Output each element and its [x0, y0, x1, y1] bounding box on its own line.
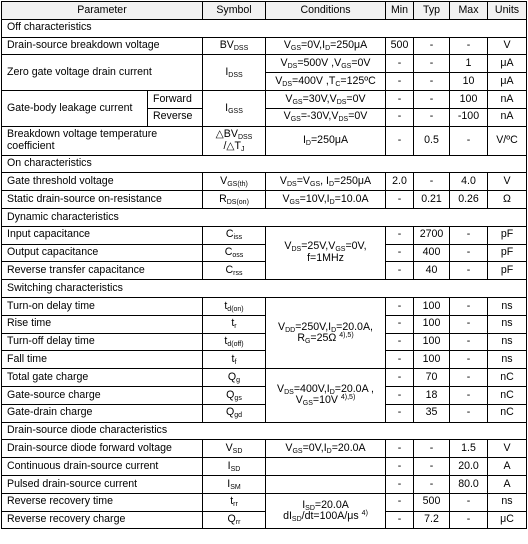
symbol-cell: $C_{iss}$ [203, 226, 266, 244]
param-cell: Input capacitance [2, 226, 203, 244]
table-row [2, 297, 527, 315]
table-row [2, 262, 527, 280]
typ-cell: - [414, 475, 450, 493]
table-row [2, 493, 527, 511]
symbol-cell: $I_{GSS}$ [203, 90, 266, 126]
symbol-cell: $t_r$ [203, 315, 266, 333]
unit-cell: ns [488, 315, 527, 333]
unit-cell: pF [488, 226, 527, 244]
table-row [2, 244, 527, 262]
max-cell: - [450, 226, 488, 244]
unit-cell: μA [488, 73, 527, 91]
min-cell: - [386, 90, 414, 108]
param-cell: Total gate charge [2, 369, 203, 387]
typ-cell: 2700 [414, 226, 450, 244]
symbol-cell: $I_{DSS}$ [203, 55, 266, 91]
condition-cell: $I_D=250\mu A$ [266, 126, 386, 155]
subparam-cell: Forward [148, 90, 203, 108]
param-cell: Reverse transfer capacitance [2, 262, 203, 280]
unit-cell: μA [488, 55, 527, 73]
typ-cell: - [414, 55, 450, 73]
subparam-cell: Reverse [148, 108, 203, 126]
typ-cell: 18 [414, 386, 450, 404]
typ-cell: 40 [414, 262, 450, 280]
max-cell: 1 [450, 55, 488, 73]
max-cell: - [450, 511, 488, 529]
condition-cell: $V_{DD}=250V,I_D=20.0A$, $R_G=25\Omega$ $^{4),5)}$ [266, 297, 386, 368]
unit-cell: μC [488, 511, 527, 529]
param-cell: Continuous drain-source current [2, 458, 203, 476]
typ-cell: - [414, 458, 450, 476]
max-cell: - [450, 297, 488, 315]
symbol-cell: $t_{d(on)}$ [203, 297, 266, 315]
condition-cell: $V_{GS}=0V,I_D=20.0A$ [266, 440, 386, 458]
symbol-cell: $BV_{DSS}$ [203, 37, 266, 55]
typ-cell: - [414, 440, 450, 458]
param-cell: Gate threshold voltage [2, 173, 203, 191]
symbol-cell: $R_{DS(on)}$ [203, 191, 266, 209]
symbol-cell: $Q_g$ [203, 369, 266, 387]
table-row [2, 458, 527, 476]
symbol-cell: $\triangle BV_{DSS}$ $/\triangle T_J$ [203, 126, 266, 155]
min-cell: - [386, 493, 414, 511]
table-row [2, 333, 527, 351]
table-row [2, 126, 527, 155]
table-row [2, 226, 527, 244]
param-cell: Pulsed drain-source current [2, 475, 203, 493]
condition-cell: $V_{GS}=-30V,V_{DS}=0V$ [266, 108, 386, 126]
typ-cell: 35 [414, 404, 450, 422]
header-symbol: Symbol [203, 2, 266, 20]
header-max: Max [450, 2, 488, 20]
min-cell: - [386, 386, 414, 404]
min-cell: - [386, 73, 414, 91]
max-cell: 80.0 [450, 475, 488, 493]
condition-cell: $I_{SD}=20.0A$ $dI_{SD}/dt=100A/\mu s$ $^{4)}$ [266, 493, 386, 529]
section-diode-title: Drain-source diode characteristics [2, 422, 527, 440]
unit-cell: ns [488, 333, 527, 351]
min-cell: - [386, 126, 414, 155]
min-cell: - [386, 458, 414, 476]
symbol-cell: $I_{SD}$ [203, 458, 266, 476]
max-cell: - [450, 126, 488, 155]
symbol-cell: $V_{SD}$ [203, 440, 266, 458]
condition-cell: $V_{GS}=10V,I_D=10.0A$ [266, 191, 386, 209]
symbol-cell: $C_{rss}$ [203, 262, 266, 280]
condition-cell: $V_{GS}=30V,V_{DS}=0V$ [266, 90, 386, 108]
header-typ: Typ [414, 2, 450, 20]
param-cell: Output capacitance [2, 244, 203, 262]
max-cell: - [450, 333, 488, 351]
table-row [2, 475, 527, 493]
max-cell: - [450, 404, 488, 422]
section-row [2, 208, 527, 226]
min-cell: 500 [386, 37, 414, 55]
max-cell: 10 [450, 73, 488, 91]
unit-cell: pF [488, 262, 527, 280]
unit-cell: ns [488, 493, 527, 511]
typ-cell: 100 [414, 315, 450, 333]
min-cell: - [386, 244, 414, 262]
max-cell: - [450, 315, 488, 333]
table-row [2, 440, 527, 458]
typ-cell: 400 [414, 244, 450, 262]
min-cell: - [386, 404, 414, 422]
table-row [2, 369, 527, 387]
min-cell: - [386, 226, 414, 244]
unit-cell: nA [488, 108, 527, 126]
typ-cell: - [414, 37, 450, 55]
condition-cell: $V_{DS}=V_{GS}$, $I_D=250\mu A$ [266, 173, 386, 191]
condition-cell: $V_{DS}=400V$ $,T_C=125ºC$ [266, 73, 386, 91]
symbol-cell: $t_{d(off)}$ [203, 333, 266, 351]
param-cell: Gate-body leakage current [2, 90, 148, 126]
electrical-characteristics-table [1, 1, 527, 529]
typ-cell: 100 [414, 333, 450, 351]
max-cell: 20.0 [450, 458, 488, 476]
min-cell: - [386, 475, 414, 493]
typ-cell: 0.5 [414, 126, 450, 155]
condition-cell: $V_{DS}=500V$ $,V_{GS}=0V$ [266, 55, 386, 73]
typ-cell: - [414, 108, 450, 126]
typ-cell: 0.21 [414, 191, 450, 209]
param-cell: Gate-drain charge [2, 404, 203, 422]
table-row [2, 90, 527, 108]
min-cell: 2.0 [386, 173, 414, 191]
max-cell: 0.26 [450, 191, 488, 209]
max-cell: -100 [450, 108, 488, 126]
unit-cell: V/ºC [488, 126, 527, 155]
symbol-cell: $Q_{gs}$ [203, 386, 266, 404]
section-row [2, 19, 527, 37]
typ-cell: - [414, 73, 450, 91]
header-parameter: Parameter [2, 2, 203, 20]
param-cell: Turn-on delay time [2, 297, 203, 315]
param-cell: Zero gate voltage drain current [2, 55, 203, 91]
param-cell: Reverse recovery charge [2, 511, 203, 529]
min-cell: - [386, 262, 414, 280]
min-cell: - [386, 315, 414, 333]
symbol-cell: $C_{oss}$ [203, 244, 266, 262]
param-cell: Drain-source diode forward voltage [2, 440, 203, 458]
unit-cell: nC [488, 386, 527, 404]
section-row [2, 422, 527, 440]
table-row [2, 511, 527, 529]
unit-cell: V [488, 173, 527, 191]
section-row [2, 280, 527, 298]
max-cell: - [450, 493, 488, 511]
table-row [2, 386, 527, 404]
unit-cell: ns [488, 297, 527, 315]
param-cell: Static drain-source on-resistance [2, 191, 203, 209]
min-cell: - [386, 297, 414, 315]
unit-cell: nC [488, 404, 527, 422]
section-off-title: Off characteristics [2, 19, 527, 37]
table-header-row [2, 2, 527, 20]
unit-cell: pF [488, 244, 527, 262]
condition-cell: $V_{DS}=25V,V_{GS}=0V$, f=1MHz [266, 226, 386, 279]
section-on-title: On characteristics [2, 155, 527, 173]
min-cell: - [386, 369, 414, 387]
symbol-cell: $V_{GS(th)}$ [203, 173, 266, 191]
header-conditions: Conditions [266, 2, 386, 20]
min-cell: - [386, 440, 414, 458]
table-row [2, 351, 527, 369]
param-cell: Drain-source breakdown voltage [2, 37, 203, 55]
unit-cell: A [488, 458, 527, 476]
table-row [2, 173, 527, 191]
condition-cell: $V_{GS}=0V,I_D=250\mu A$ [266, 37, 386, 55]
condition-cell [266, 458, 386, 476]
section-switching-title: Switching characteristics [2, 280, 527, 298]
param-cell: Turn-off delay time [2, 333, 203, 351]
header-min: Min [386, 2, 414, 20]
max-cell: - [450, 262, 488, 280]
typ-cell: 500 [414, 493, 450, 511]
param-cell: Reverse recovery time [2, 493, 203, 511]
max-cell: - [450, 37, 488, 55]
max-cell: - [450, 351, 488, 369]
min-cell: - [386, 511, 414, 529]
max-cell: - [450, 244, 488, 262]
unit-cell: ns [488, 351, 527, 369]
typ-cell: 100 [414, 351, 450, 369]
min-cell: - [386, 351, 414, 369]
typ-cell: 7.2 [414, 511, 450, 529]
condition-cell [266, 475, 386, 493]
max-cell: 4.0 [450, 173, 488, 191]
param-cell: Rise time [2, 315, 203, 333]
unit-cell: nC [488, 369, 527, 387]
section-row [2, 155, 527, 173]
min-cell: - [386, 55, 414, 73]
header-units: Units [488, 2, 527, 20]
section-dynamic-title: Dynamic characteristics [2, 208, 527, 226]
symbol-cell: $t_{rr}$ [203, 493, 266, 511]
max-cell: 1.5 [450, 440, 488, 458]
condition-cell: $V_{DS}=400V,I_D=20.0A$ , $V_{GS}=10V$ $^{4),5)}$ [266, 369, 386, 422]
max-cell: - [450, 369, 488, 387]
table-row [2, 55, 527, 73]
table-row [2, 315, 527, 333]
unit-cell: Ω [488, 191, 527, 209]
symbol-cell: $Q_{rr}$ [203, 511, 266, 529]
param-cell: Breakdown voltage temperature coefficient [2, 126, 203, 155]
typ-cell: - [414, 173, 450, 191]
table-row [2, 191, 527, 209]
unit-cell: V [488, 440, 527, 458]
min-cell: - [386, 108, 414, 126]
symbol-cell: $I_{SM}$ [203, 475, 266, 493]
unit-cell: A [488, 475, 527, 493]
min-cell: - [386, 191, 414, 209]
unit-cell: nA [488, 90, 527, 108]
table-row [2, 37, 527, 55]
param-cell: Gate-source charge [2, 386, 203, 404]
typ-cell: 70 [414, 369, 450, 387]
symbol-cell: $Q_{gd}$ [203, 404, 266, 422]
min-cell: - [386, 333, 414, 351]
symbol-cell: $t_f$ [203, 351, 266, 369]
max-cell: 100 [450, 90, 488, 108]
table-row [2, 404, 527, 422]
param-cell: Fall time [2, 351, 203, 369]
typ-cell: 100 [414, 297, 450, 315]
typ-cell: - [414, 90, 450, 108]
max-cell: - [450, 386, 488, 404]
unit-cell: V [488, 37, 527, 55]
